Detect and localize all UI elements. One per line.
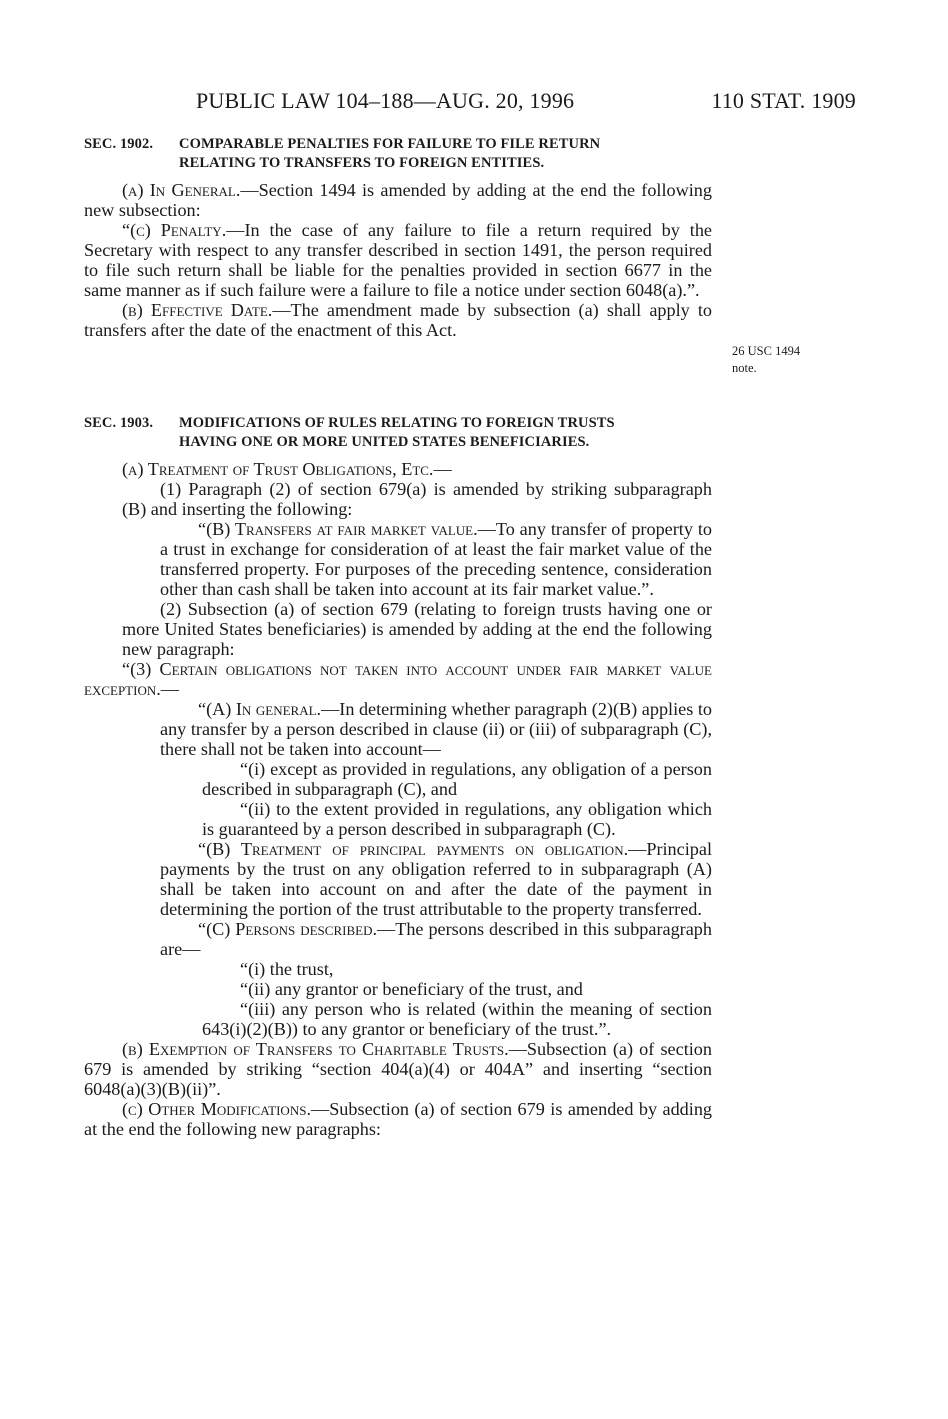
- subsection-heading: (a) In General.: [122, 180, 241, 200]
- section-number: SEC. 1903.: [84, 415, 154, 431]
- paragraph-1: (1) Paragraph (2) of section 679(a) is amended by striking subparagraph (B) and inserting the following:: [122, 479, 712, 519]
- section-1902-heading: [84, 135, 712, 173]
- section-1903-heading: [84, 414, 712, 452]
- subparagraph-b-quoted: [84, 519, 712, 599]
- margin-note-citation: 26 USC 1494: [732, 344, 801, 358]
- subsection-text: —In the case of any failure to file a return required by the Secretary with respect to any transfer described in section 1491, the person required to file such return shall be liable for the penalties provided in section 6677 in the same manner as if such failure were a failure to file a notice under section 6048(a).”.: [84, 220, 712, 300]
- subsection-b: [84, 300, 712, 340]
- subsection-heading: “(c) Penalty.: [122, 220, 227, 240]
- paragraph-dash: —: [160, 679, 179, 699]
- subsection-text: —Subsection (a) of section 679 is amended by striking “section 404(a)(4) or 404A” and inserting “section 6048(a)(3)(B)(ii)”.: [84, 1039, 712, 1099]
- clause-i: “(i) the trust,: [240, 959, 334, 979]
- subsection-text: —Subsection (a) of section 679 is amended by adding at the end the following new paragraphs:: [84, 1099, 713, 1139]
- section-title-line1: COMPARABLE PENALTIES FOR FAILURE TO FILE RETURN: [179, 136, 601, 152]
- section-number: SEC. 1902.: [84, 136, 154, 152]
- subsection-text: —The amendment made by subsection (a) shall apply to transfers after the date of the enactment of this Act.: [84, 300, 712, 340]
- subsection-heading: (b) Exemption of Transfers to Charitable Trusts.: [122, 1039, 509, 1059]
- margin-note: [732, 343, 800, 377]
- subparagraph-heading: “(B) Transfers at fair market value.: [198, 519, 478, 539]
- paragraph-heading: “(3) Certain obligations not taken into account under fair market value exception.: [84, 659, 712, 699]
- subparagraph-heading: “(C) Persons described.: [198, 919, 378, 939]
- subsection-dash: —: [433, 459, 452, 479]
- clause-iii: “(iii) any person who is related (within the meaning of section 643(i)(2)(B)) to any grantor or beneficiary of the trust.”.: [202, 999, 712, 1039]
- subsection-a: [84, 180, 712, 220]
- header-citation: PUBLIC LAW 104–188—AUG. 20, 1996: [196, 88, 575, 113]
- subsection-a: [84, 459, 712, 479]
- section-1903-body: [84, 459, 712, 1139]
- paragraph-2: (2) Subsection (a) of section 679 (relating to foreign trusts having one or more United States beneficiaries) is amended by adding at the end the following new paragraph:: [122, 599, 712, 659]
- header-page-number: 110 STAT. 1909: [711, 88, 856, 113]
- paragraph-3-quoted: [84, 659, 712, 699]
- subsection-c-quoted: [84, 220, 712, 300]
- subparagraph-text: —Principal payments by the trust on any obligation referred to in subparagraph (A) shall be taken into account on and after the date of the payment in determining the portion of the trust attributable to the property transferred.: [160, 839, 712, 919]
- subparagraph-text: —In determining whether paragraph (2)(B) applies to any transfer by a person described in clause (ii) or (iii) of subparagraph (C), there shall not be taken into account—: [160, 699, 712, 759]
- section-title-line2: RELATING TO TRANSFERS TO FOREIGN ENTITIES.: [179, 155, 545, 171]
- subsection-heading: (c) Other Modifications.: [122, 1099, 311, 1119]
- subparagraph-heading: “(B) Treatment of principal payments on obligation.: [198, 839, 629, 859]
- subsection-c: [84, 1099, 712, 1139]
- clause-ii: “(ii) any grantor or beneficiary of the trust, and: [240, 979, 583, 999]
- clause-ii: “(ii) to the extent provided in regulations, any obligation which is guaranteed by a person described in subparagraph (C).: [202, 799, 712, 839]
- section-title-line1: MODIFICATIONS OF RULES RELATING TO FOREIGN TRUSTS: [179, 415, 615, 431]
- subparagraph-b: [84, 839, 712, 919]
- clause-i: “(i) except as provided in regulations, any obligation of a person described in subparagraph (C), and: [202, 759, 712, 799]
- section-1902-body: [84, 180, 712, 340]
- subparagraph-a: [84, 699, 712, 759]
- subsection-b: [84, 1039, 712, 1099]
- subparagraph-text: —To any transfer of property to a trust in exchange for consideration of at least the fair market value of the transferred property. For purposes of the preceding sentence, consideration other than cash shall be taken into account at its fair market value.”.: [160, 519, 712, 599]
- subsection-text: —Section 1494 is amended by adding at the end the following new subsection:: [84, 180, 712, 220]
- section-title-line2: HAVING ONE OR MORE UNITED STATES BENEFICIARIES.: [179, 434, 590, 450]
- subsection-heading: (a) Treatment of Trust Obligations, Etc.: [122, 459, 434, 479]
- subparagraph-heading: “(A) In general.: [198, 699, 322, 719]
- subparagraph-text: —The persons described in this subparagraph are—: [160, 919, 712, 959]
- subparagraph-c: [84, 919, 712, 959]
- subsection-heading: (b) Effective Date.: [122, 300, 273, 320]
- margin-note-label: note.: [732, 361, 757, 375]
